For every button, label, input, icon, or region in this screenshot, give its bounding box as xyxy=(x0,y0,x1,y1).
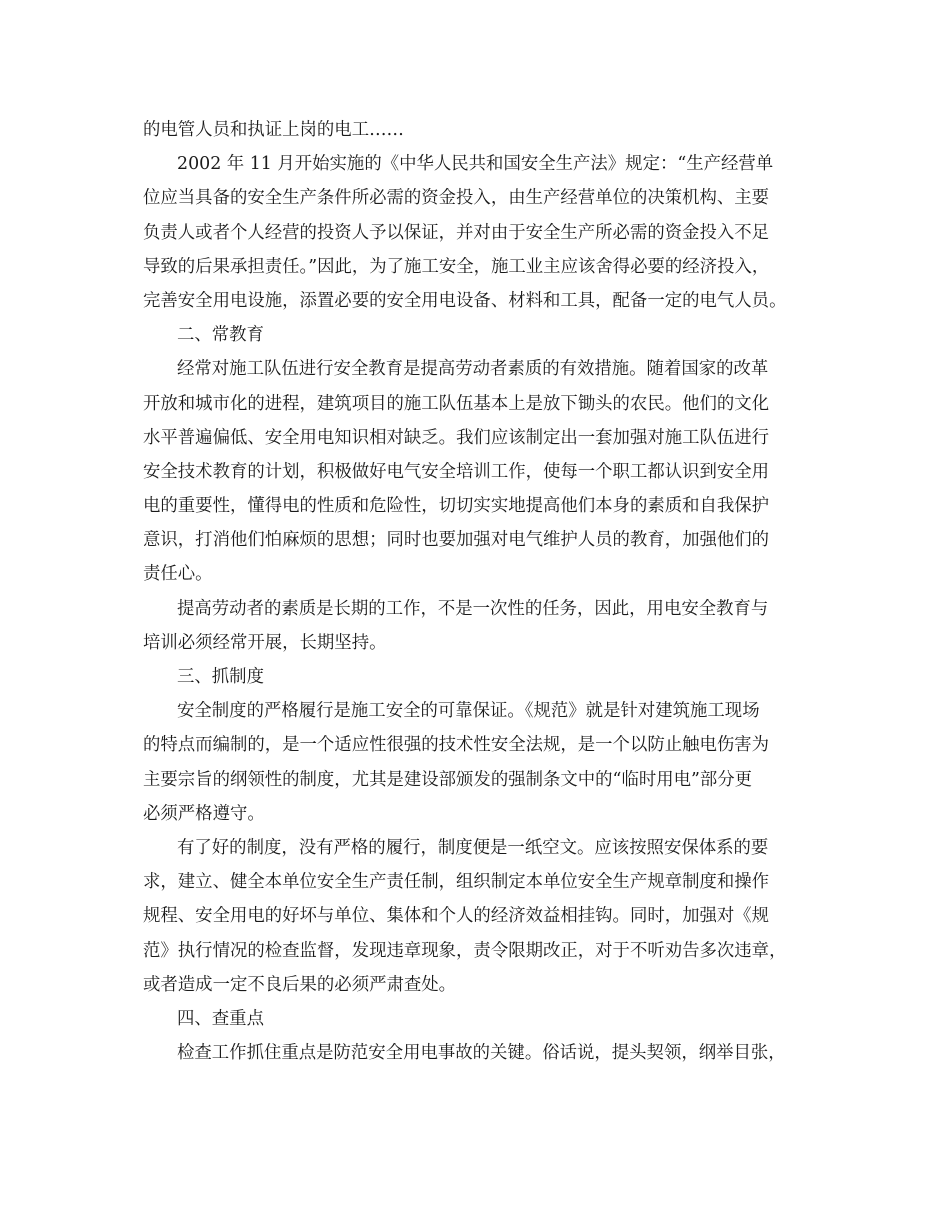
text-line: 安全技术教育的计划，积极做好电气安全培训工作，使每一个职工都认识到安全用 xyxy=(143,461,770,482)
text-line: 或者造成一定不良后果的必须严肃查处。 xyxy=(143,974,457,995)
text-line: 水平普遍偏低、安全用电知识相对缺乏。我们应该制定出一套加强对施工队伍进行 xyxy=(143,427,770,448)
text-line: 有了好的制度，没有严格的履行，制度便是一纸空文。应该按照安保体系的要 xyxy=(177,837,769,858)
text-line: 四、查重点 xyxy=(177,1008,264,1029)
text-line: 主要宗旨的纲领性的制度，尤其是建设部颁发的强制条文中的“临时用电”部分更 xyxy=(143,769,753,790)
text-line: 的电管人员和执证上岗的电工…… xyxy=(143,120,404,140)
text-line: 安全制度的严格履行是施工安全的可靠保证。《规范》就是针对建筑施工现场 xyxy=(177,701,760,722)
text-line: 求，建立、健全本单位安全生产责任制，组织制定本单位安全生产规章制度和操作 xyxy=(143,872,770,893)
text-line: 开放和城市化的进程，建筑项目的施工队伍基本上是放下锄头的农民。他们的文化 xyxy=(143,393,770,414)
text-line: 经常对施工队伍进行安全教育是提高劳动者素质的有效措施。随着国家的改革 xyxy=(177,359,769,380)
text-line: 电的重要性，懂得电的性质和危险性，切切实实地提高他们本身的素质和自我保护 xyxy=(143,496,770,517)
text-line: 责任心。 xyxy=(143,564,213,585)
text-line: 规程、安全用电的好坏与单位、集体和个人的经济效益相挂钩。同时，加强对《规 xyxy=(143,906,770,927)
text-line: 范》执行情况的检查监督，发现违章现象，责令限期改正，对于不听劝告多次违章， xyxy=(143,940,787,961)
text-line: 二、常教育 xyxy=(177,325,264,346)
text-line: 的特点而编制的，是一个适应性很强的技术性安全法规，是一个以防止触电伤害为 xyxy=(143,735,770,756)
text-line: 培训必须经常开展，长期坚持。 xyxy=(143,632,387,653)
text-line: 2002 年 11 月开始实施的《中华人民共和国安全生产法》规定：“生产经营单 xyxy=(177,154,774,175)
text-line: 负责人或者个人经营的投资人予以保证，并对由于安全生产所必需的资金投入不足 xyxy=(143,222,770,243)
text-line: 位应当具备的安全生产条件所必需的资金投入，由生产经营单位的决策机构、主要 xyxy=(143,188,770,209)
text-line: 导致的后果承担责任。”因此，为了施工安全，施工业主应该舍得必要的经济投入， xyxy=(143,256,770,277)
text-line: 三、抓制度 xyxy=(177,667,264,687)
text-line: 提高劳动者的素质是长期的工作，不是一次性的任务，因此，用电安全教育与 xyxy=(177,598,769,619)
document-body xyxy=(143,113,823,1070)
text-line: 必须严格遵守。 xyxy=(143,803,265,824)
text-line: 意识，打消他们怕麻烦的思想；同时也要加强对电气维护人员的教育，加强他们的 xyxy=(143,530,770,551)
text-line: 完善安全用电设施，添置必要的安全用电设备、材料和工具，配备一定的电气人员。 xyxy=(143,290,787,311)
text-line: 检查工作抓住重点是防范安全用电事故的关键。俗话说，提头契领，纲举目张， xyxy=(177,1043,786,1064)
